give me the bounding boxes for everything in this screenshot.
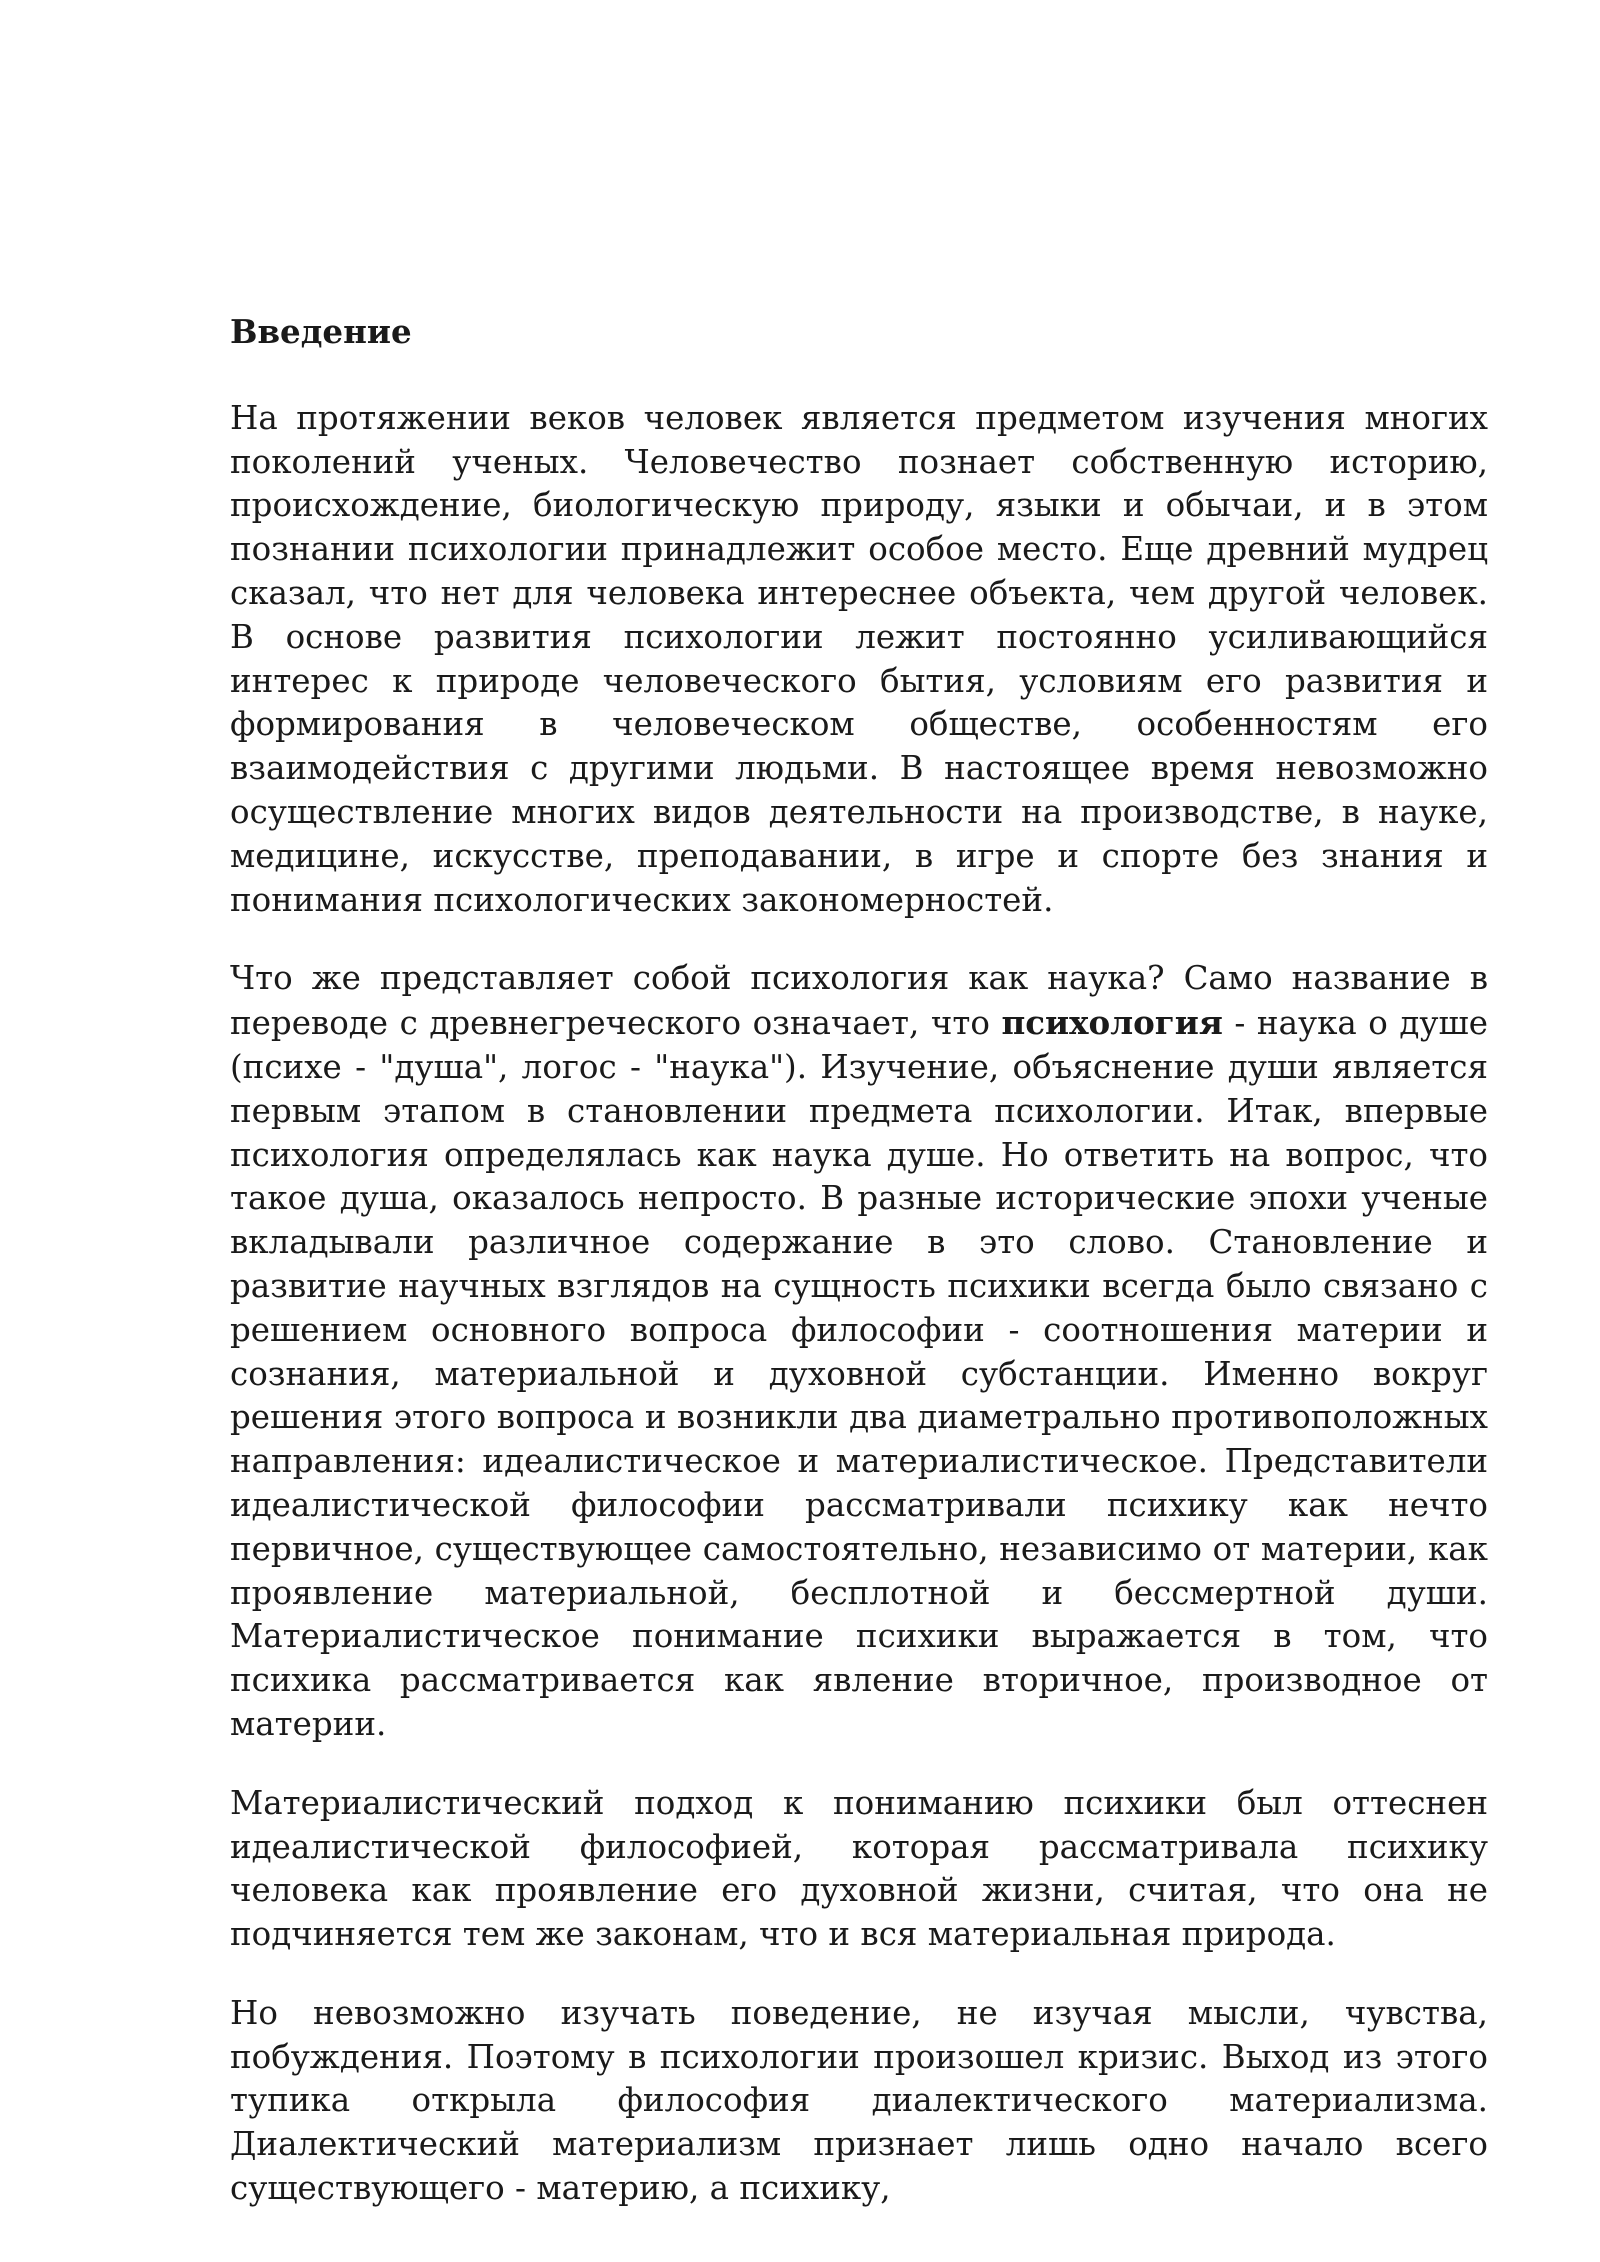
document-body (230, 310, 1488, 2246)
paragraph-2-start: Что же представляет собой психология как наука? Само название в переводе с древнегреческого означает, что (230, 959, 1488, 1043)
term-psychology: психология (1001, 1003, 1223, 1043)
paragraph-1: На протяжении веков человек является предметом изучения многих поколений ученых. Человечество познает собственную историю, происхождение, биологическую природу, языки и обычаи, и в этом познании психологии принадлежит особое место. Еще древний мудрец сказал, что нет для человека интереснее объекта, чем другой человек. В основе развития психологии лежит постоянно усиливающийся интерес к природе человеческого бытия, условиям его развития и формирования в человеческом обществе, особенностям его взаимодействия с другими людьми. В настоящее время невозможно осуществление многих видов деятельности на производстве, в науке, медицине, искусстве, преподавании, в игре и спорте без знания и понимания психологических закономерностей. (230, 398, 1488, 919)
paragraph-2 (230, 957, 1488, 1746)
paragraph-3: Материалистический подход к пониманию психики был оттеснен идеалистической философией, которая рассматривала психику человека как проявление его духовной жизни, считая, что она не подчиняется тем же законам, что и вся материальная природа. (230, 1783, 1488, 1954)
paragraph-2-rest: - наука о душе (психе - "душа", логос - "наука"). Изучение, объяснение души является первым этапом в становлении предмета психологии. Итак, впервые психология определялась как наука душе. Но ответить на вопрос, что такое душа, оказалось непросто. В разные исторические эпохи ученые вкладывали различное содержание в это слово. Становление и развитие научных взглядов на сущность психики всегда было связано с решением основного вопроса философии - соотношения материи и сознания, материальной и духовной субстанции. Именно вокруг решения этого вопроса и возникли два диаметрально противоположных направления: идеалистическое и материалистическое. Представители идеалистической философии рассматривали психику как нечто первичное, существующее самостоятельно, независимо от материи, как проявление материальной, бесплотной и бессмертной души. Материалистическое понимание психики выражается в том, что психика рассматривается как явление вторичное, производное от материи. (230, 1004, 1488, 1743)
section-heading: Введение (230, 312, 412, 351)
paragraph-4: Но невозможно изучать поведение, не изучая мысли, чувства, побуждения. Поэтому в психологии произошел кризис. Выход из этого тупика открыла философия диалектического материализма. Диалектический материализм признает лишь одно начало всего существующего - материю, а психику, (230, 1993, 1488, 2208)
